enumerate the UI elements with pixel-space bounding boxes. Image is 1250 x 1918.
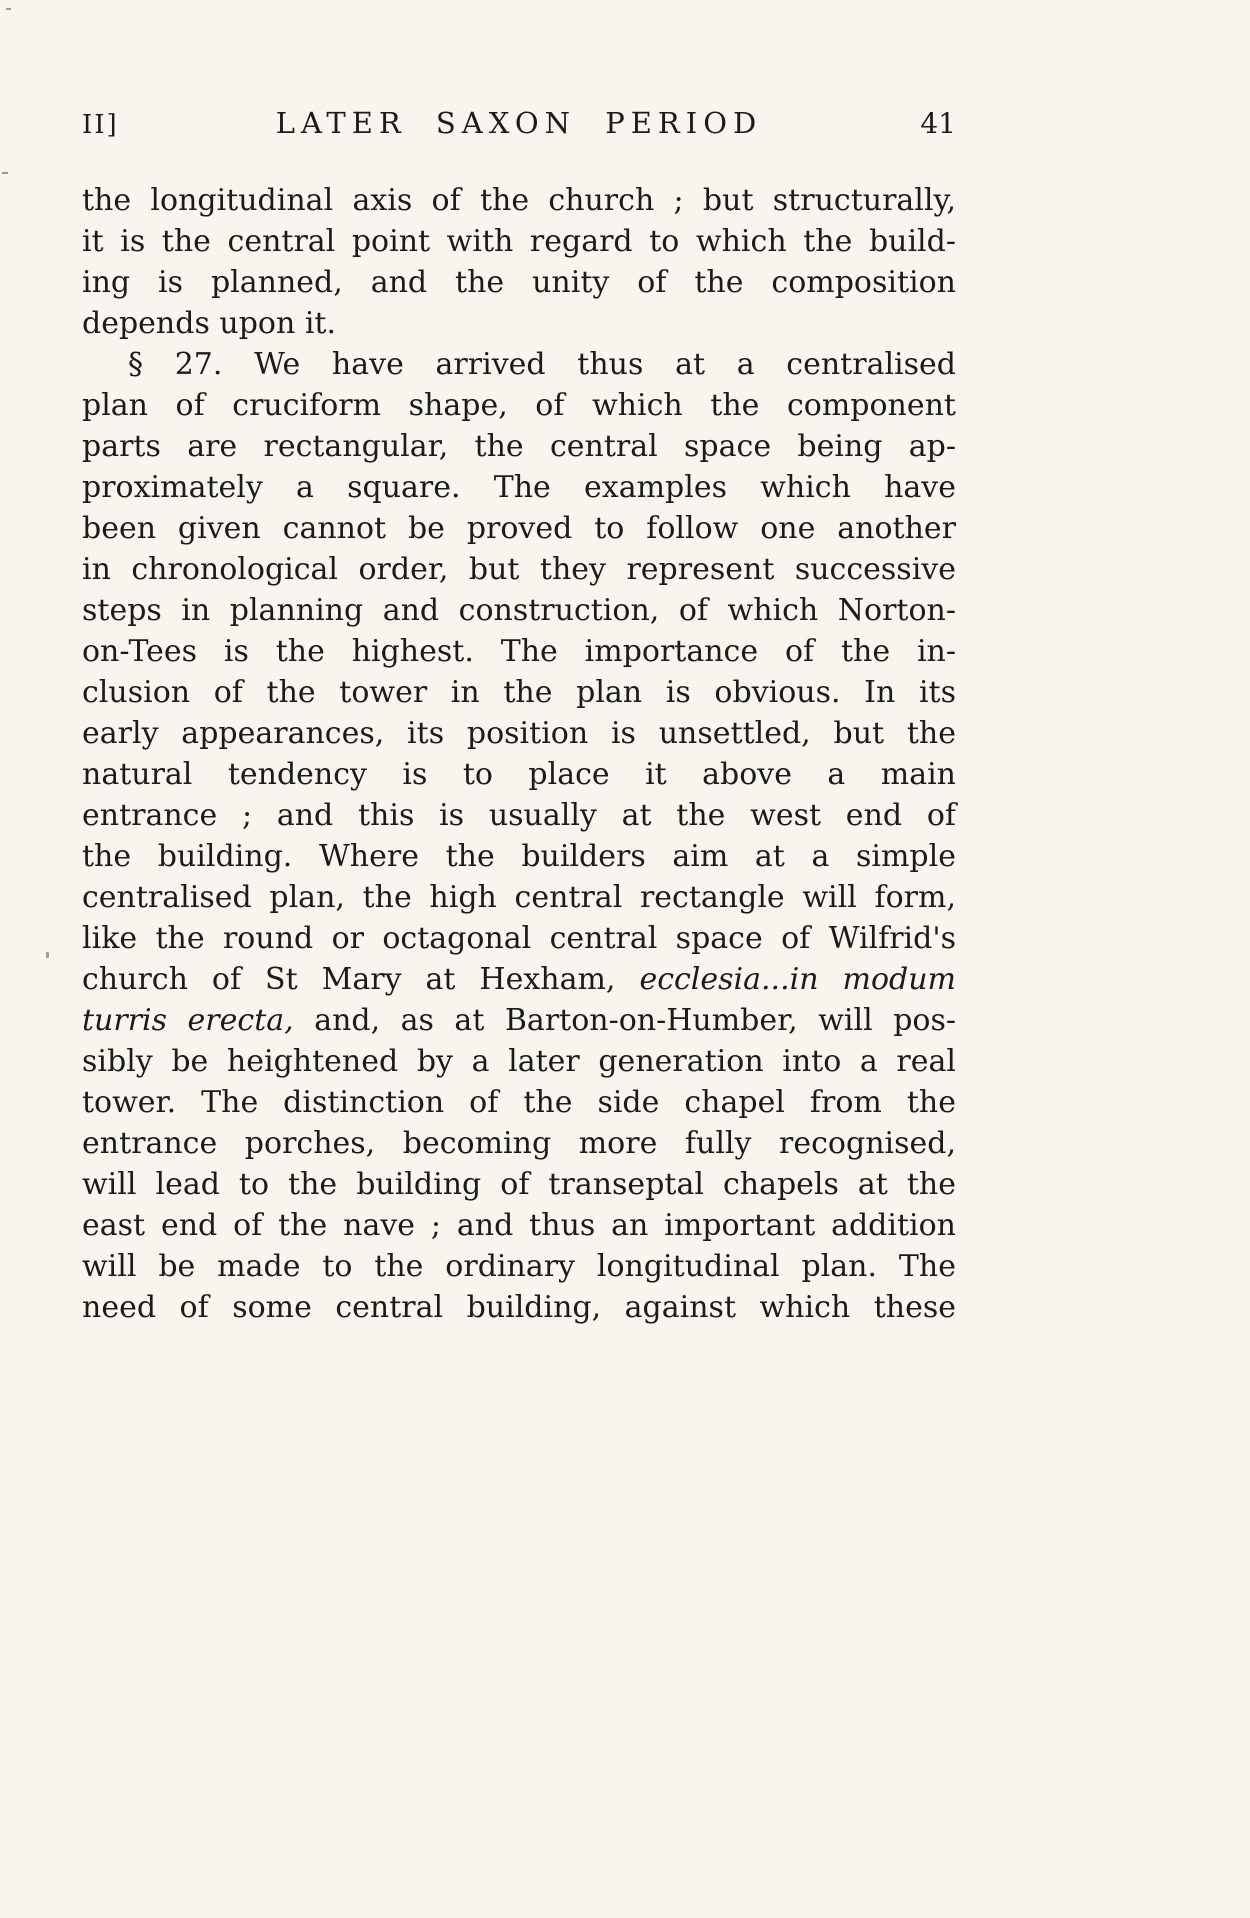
- body-text: east end of the nave ; and thus an important addition: [82, 1208, 956, 1243]
- text-line: [82, 836, 956, 877]
- body-text: steps in planning and construction, of which Norton-: [82, 593, 956, 628]
- body-text: early appearances, its position is unsettled, but the: [82, 716, 956, 751]
- body-text: been given cannot be proved to follow one another: [82, 511, 956, 546]
- body-text: § 27. We have arrived thus at a centralised: [128, 347, 956, 382]
- body-text: parts are rectangular, the central space being ap-: [82, 429, 956, 464]
- text-line: [82, 508, 956, 549]
- text-line: [82, 303, 956, 344]
- italic-text: turris erecta,: [82, 1003, 294, 1038]
- text-line: [82, 1205, 956, 1246]
- running-header: [82, 106, 956, 140]
- text-line: [82, 1041, 956, 1082]
- text-line: [82, 344, 956, 385]
- text-line: [82, 1164, 956, 1205]
- text-line: [82, 385, 956, 426]
- text-line: [82, 754, 956, 795]
- body-text: on-Tees is the highest. The importance of the in-: [82, 634, 956, 669]
- text-line: [82, 1082, 956, 1123]
- body-text: ing is planned, and the unity of the composition: [82, 265, 956, 300]
- italic-text: ecclesia...in modum: [639, 962, 957, 997]
- text-line: [82, 918, 956, 959]
- page-title: LATER SAXON PERIOD: [275, 106, 763, 140]
- body-text: entrance ; and this is usually at the west end of: [82, 798, 956, 833]
- text-line: [82, 1123, 956, 1164]
- body-text: the building. Where the builders aim at a simple: [82, 839, 956, 874]
- text-line: [82, 467, 956, 508]
- body-text: depends upon it.: [82, 306, 337, 341]
- text-line: [82, 549, 956, 590]
- page-number: 41: [920, 107, 956, 140]
- body-text: sibly be heightened by a later generation into a real: [82, 1044, 956, 1079]
- body-text: it is the central point with regard to which the build-: [82, 224, 956, 259]
- scan-artifact: [2, 172, 8, 174]
- text-line: [82, 262, 956, 303]
- text-line: [82, 877, 956, 918]
- body-text: will be made to the ordinary longitudinal plan. The: [82, 1249, 956, 1284]
- body-text: plan of cruciform shape, of which the component: [82, 388, 956, 423]
- body-text: proximately a square. The examples which have: [82, 470, 956, 505]
- scan-artifact: [6, 8, 11, 10]
- text-line: [82, 221, 956, 262]
- body-text: natural tendency is to place it above a main: [82, 757, 956, 792]
- body-text: centralised plan, the high central rectangle will form,: [82, 880, 956, 915]
- body-text: entrance porches, becoming more fully recognised,: [82, 1126, 956, 1161]
- body-text: in chronological order, but they represent successive: [82, 552, 956, 587]
- text-line: [82, 1287, 956, 1328]
- body-text: church of St Mary at Hexham,: [82, 962, 640, 997]
- text-line: [82, 590, 956, 631]
- page-text: [82, 180, 956, 1328]
- text-line: [82, 672, 956, 713]
- body-text: will lead to the building of transeptal chapels at the: [82, 1167, 956, 1202]
- text-line: [82, 180, 956, 221]
- body-text: the longitudinal axis of the church ; but structurally,: [82, 183, 956, 218]
- text-line: [82, 426, 956, 467]
- text-line: [82, 631, 956, 672]
- body-text: tower. The distinction of the side chapel from the: [82, 1085, 956, 1120]
- text-line: [82, 1246, 956, 1287]
- text-line: [82, 1000, 956, 1041]
- body-text: need of some central building, against which these: [82, 1290, 956, 1325]
- body-text: like the round or octagonal central space of Wilfrid's: [82, 921, 956, 956]
- chapter-number: II]: [82, 110, 119, 140]
- body-text: clusion of the tower in the plan is obvious. In its: [82, 675, 956, 710]
- text-line: [82, 713, 956, 754]
- scan-artifact: [46, 952, 49, 958]
- text-line: [82, 795, 956, 836]
- body-text: and, as at Barton-on-Humber, will pos-: [293, 1003, 956, 1038]
- text-line: [82, 959, 956, 1000]
